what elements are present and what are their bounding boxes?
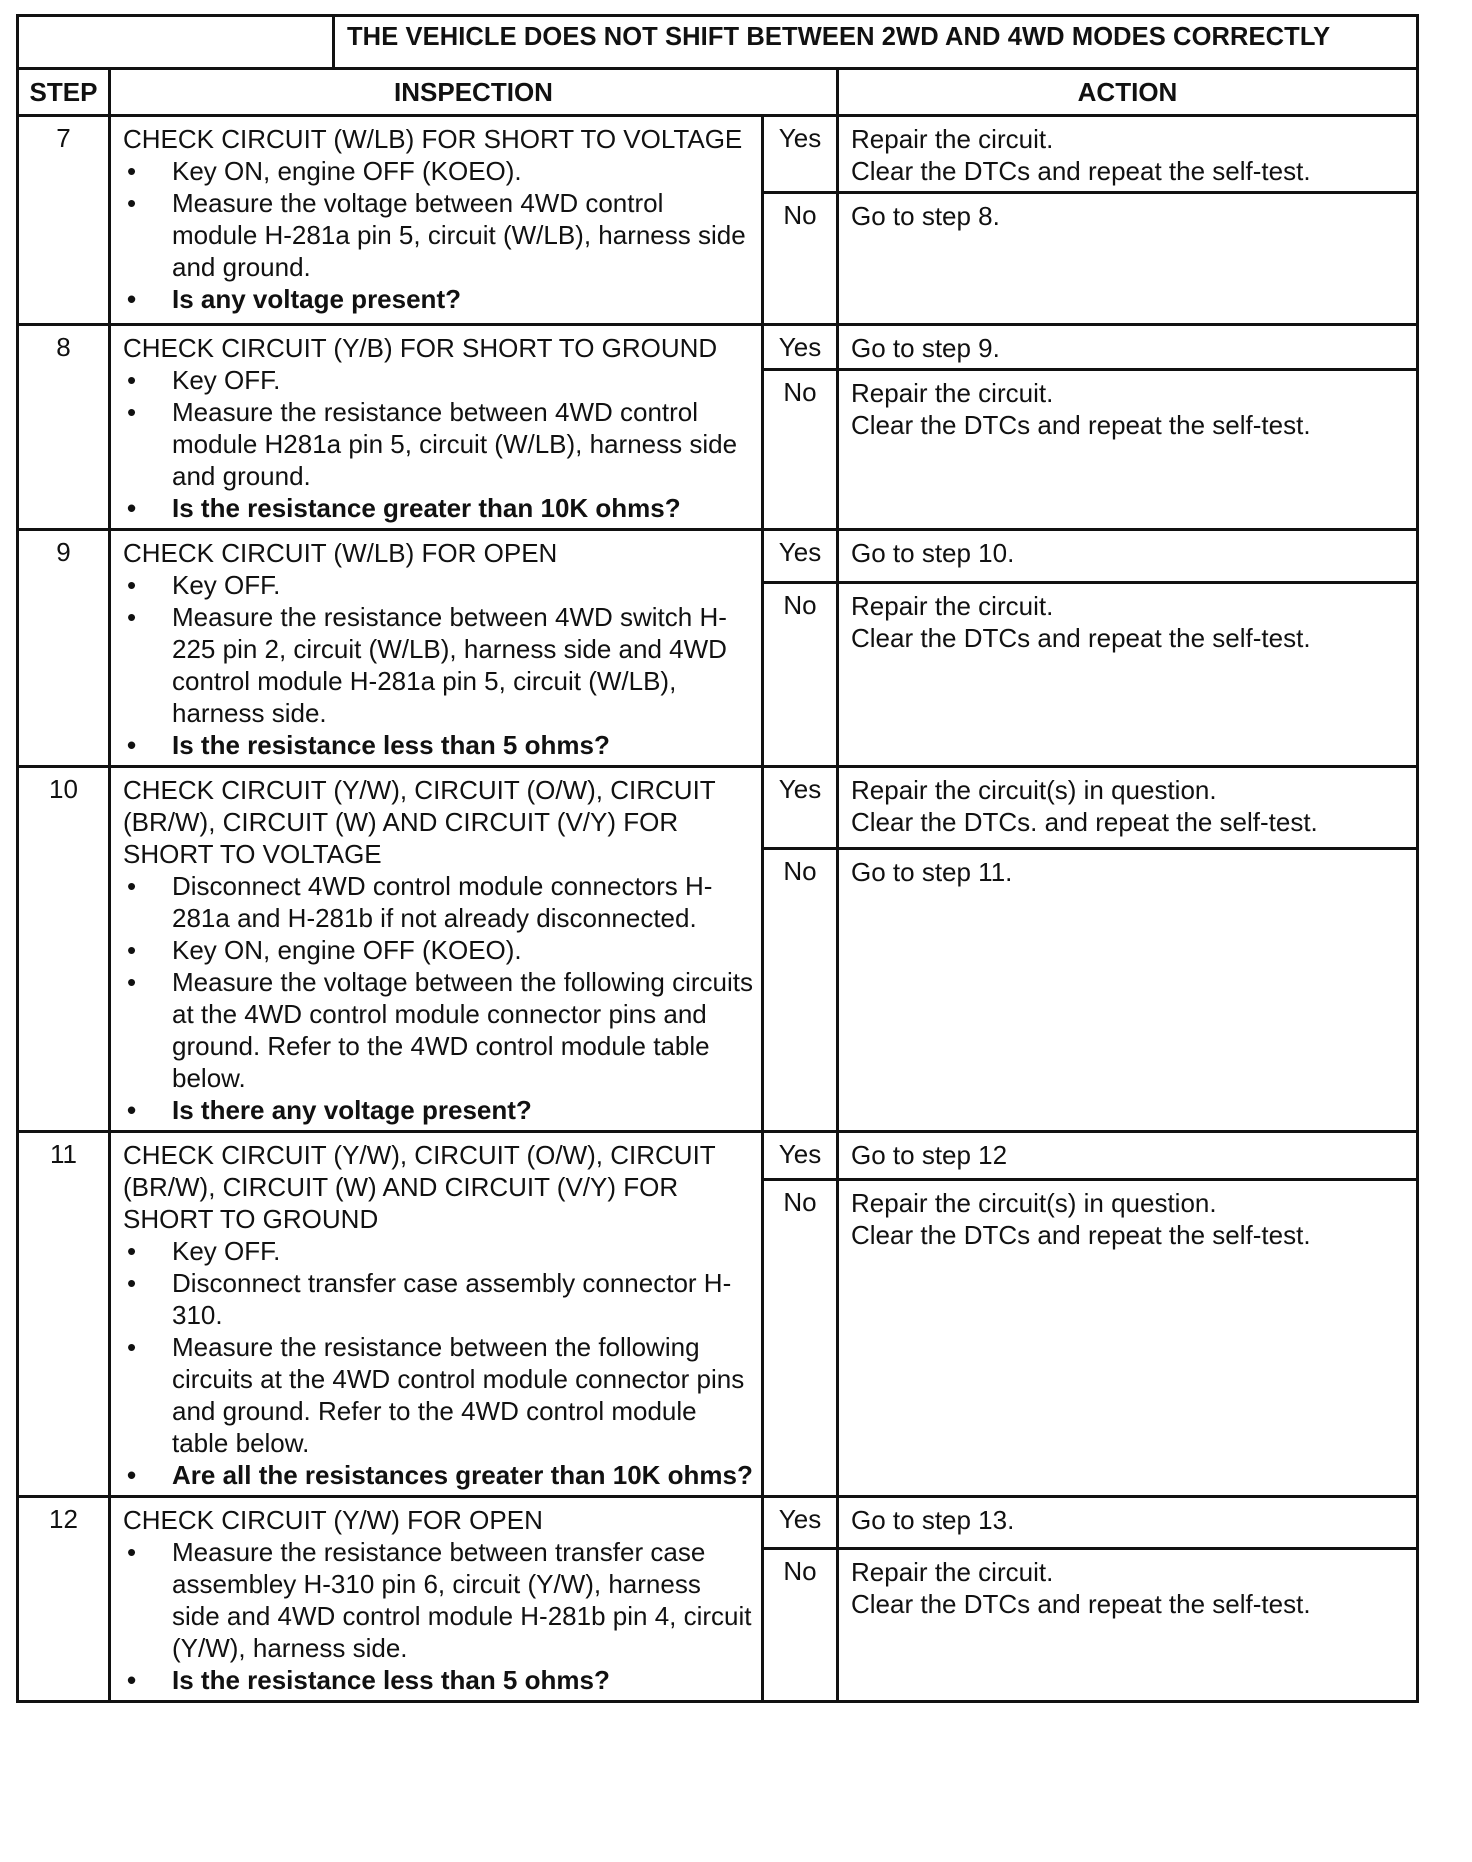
- action-line: Go to step 13.: [851, 1505, 1015, 1535]
- inspection-question: • Is the resistance greater than 10K ohms?: [123, 492, 753, 524]
- inspection-bullets: [123, 364, 753, 524]
- diagnostic-table: [16, 14, 1419, 1703]
- step-number: 9: [18, 530, 110, 767]
- inspection-bullet: • Key OFF.: [123, 1235, 753, 1267]
- action-line: Go to step 9.: [851, 333, 1000, 363]
- inspection-bullet: • Disconnect transfer case assembly connector H-310.: [123, 1267, 753, 1331]
- header-action: ACTION: [838, 69, 1418, 116]
- inspection-question: • Is any voltage present?: [123, 283, 753, 315]
- inspection-bullet: • Key ON, engine OFF (KOEO).: [123, 155, 753, 187]
- table-row: [18, 325, 1418, 370]
- yes-label: Yes: [763, 767, 838, 849]
- inspection-cell: [110, 767, 763, 1132]
- action-line: Repair the circuit.: [851, 378, 1054, 409]
- inspection-cell: [110, 325, 763, 530]
- inspection-bullet: • Measure the resistance between 4WD switch H-225 pin 2, circuit (W/LB), harness side and 4WD control module H-281a pin 5, circuit (W/LB), harness side.: [123, 601, 753, 729]
- table-row: [18, 116, 1418, 193]
- inspection-question: • Are all the resistances greater than 10K ohms?: [123, 1459, 753, 1491]
- action-line: Clear the DTCs and repeat the self-test.: [851, 622, 1311, 653]
- inspection-bullet: • Measure the resistance between transfer case assembley H-310 pin 6, circuit (Y/W), harness side and 4WD control module H-281b pin 4, circuit (Y/W), harness side.: [123, 1536, 753, 1664]
- inspection-bullet: • Measure the resistance between 4WD control module H281a pin 5, circuit (W/LB), harness side and ground.: [123, 396, 753, 492]
- action-line: Go to step 12: [851, 1140, 1008, 1170]
- inspection-heading: CHECK CIRCUIT (W/LB) FOR SHORT TO VOLTAGE: [123, 124, 743, 154]
- step-number: 10: [18, 767, 110, 1132]
- inspection-question: • Is there any voltage present?: [123, 1094, 753, 1126]
- table-row: [18, 767, 1418, 849]
- inspection-question: • Is the resistance less than 5 ohms?: [123, 729, 753, 761]
- table-row: [18, 530, 1418, 583]
- inspection-heading: CHECK CIRCUIT (Y/B) FOR SHORT TO GROUND: [123, 333, 718, 363]
- inspection-question: • Is the resistance less than 5 ohms?: [123, 1664, 753, 1696]
- no-action: [838, 1180, 1418, 1497]
- inspection-cell: [110, 530, 763, 767]
- inspection-bullets: [123, 1235, 753, 1491]
- inspection-bullet: • Measure the voltage between the following circuits at the 4WD control module connector pins and ground. Refer to the 4WD control module table below.: [123, 966, 753, 1094]
- yes-label: Yes: [763, 1497, 838, 1549]
- action-line: Clear the DTCs and repeat the self-test.: [851, 410, 1311, 441]
- table-row: [18, 1497, 1418, 1549]
- inspection-cell: [110, 1132, 763, 1497]
- action-line: Go to step 8.: [851, 201, 1000, 231]
- inspection-bullet: • Key ON, engine OFF (KOEO).: [123, 934, 753, 966]
- no-label: No: [763, 582, 838, 766]
- no-label: No: [763, 849, 838, 1132]
- header-step: STEP: [18, 69, 110, 116]
- inspection-bullet: • Measure the resistance between the following circuits at the 4WD control module connector pins and ground. Refer to the 4WD control module table below.: [123, 1331, 753, 1459]
- table-row: [18, 1132, 1418, 1180]
- step-number: 7: [18, 116, 110, 325]
- inspection-cell: [110, 116, 763, 325]
- no-label: No: [763, 193, 838, 325]
- inspection-heading: CHECK CIRCUIT (W/LB) FOR OPEN: [123, 538, 558, 568]
- inspection-bullet: • Key OFF.: [123, 569, 753, 601]
- yes-action: [838, 530, 1418, 583]
- yes-action: [838, 1497, 1418, 1549]
- title-blank-cell: [18, 16, 334, 69]
- yes-action: [838, 767, 1418, 849]
- yes-label: Yes: [763, 530, 838, 583]
- diagnostic-table-page: [16, 14, 1416, 1703]
- inspection-bullets: [123, 569, 753, 761]
- action-line: Repair the circuit(s) in question.: [851, 1188, 1217, 1219]
- inspection-bullet: • Key OFF.: [123, 364, 753, 396]
- no-action: [838, 849, 1418, 1132]
- yes-action: [838, 325, 1418, 370]
- yes-action: [838, 1132, 1418, 1180]
- no-label: No: [763, 370, 838, 530]
- inspection-bullets: [123, 155, 753, 315]
- action-line: Repair the circuit.: [851, 590, 1054, 621]
- no-label: No: [763, 1549, 838, 1702]
- inspection-heading: CHECK CIRCUIT (Y/W), CIRCUIT (O/W), CIRCUIT (BR/W), CIRCUIT (W) AND CIRCUIT (V/Y) FOR SHORT TO VOLTAGE: [123, 775, 716, 869]
- no-action: [838, 1549, 1418, 1702]
- no-action: [838, 193, 1418, 325]
- step-number: 11: [18, 1132, 110, 1497]
- action-line: Clear the DTCs. and repeat the self-test.: [851, 807, 1318, 837]
- step-number: 12: [18, 1497, 110, 1702]
- header-inspection: INSPECTION: [110, 69, 838, 116]
- step-number: 8: [18, 325, 110, 530]
- yes-label: Yes: [763, 116, 838, 193]
- action-line: Clear the DTCs and repeat the self-test.: [851, 156, 1311, 186]
- action-line: Clear the DTCs and repeat the self-test.: [851, 1589, 1311, 1620]
- yes-label: Yes: [763, 325, 838, 370]
- inspection-cell: [110, 1497, 763, 1702]
- no-label: No: [763, 1180, 838, 1497]
- action-line: Clear the DTCs and repeat the self-test.: [851, 1220, 1311, 1251]
- inspection-bullet: • Measure the voltage between 4WD control module H-281a pin 5, circuit (W/LB), harness side and ground.: [123, 187, 753, 283]
- action-line: Repair the circuit.: [851, 1557, 1054, 1588]
- no-action: [838, 370, 1418, 530]
- action-line: Go to step 11.: [851, 857, 1013, 888]
- inspection-heading: CHECK CIRCUIT (Y/W) FOR OPEN: [123, 1505, 543, 1535]
- table-title: THE VEHICLE DOES NOT SHIFT BETWEEN 2WD AND 4WD MODES CORRECTLY: [334, 16, 1418, 69]
- no-action: [838, 582, 1418, 766]
- yes-action: [838, 116, 1418, 193]
- action-line: Repair the circuit.: [851, 124, 1054, 154]
- inspection-bullet: • Disconnect 4WD control module connectors H-281a and H-281b if not already disconnected.: [123, 870, 753, 934]
- action-line: Go to step 10.: [851, 538, 1015, 568]
- inspection-bullets: [123, 870, 753, 1126]
- inspection-heading: CHECK CIRCUIT (Y/W), CIRCUIT (O/W), CIRCUIT (BR/W), CIRCUIT (W) AND CIRCUIT (V/Y) FOR SHORT TO GROUND: [123, 1140, 716, 1234]
- action-line: Repair the circuit(s) in question.: [851, 775, 1217, 805]
- yes-label: Yes: [763, 1132, 838, 1180]
- inspection-bullets: [123, 1536, 753, 1696]
